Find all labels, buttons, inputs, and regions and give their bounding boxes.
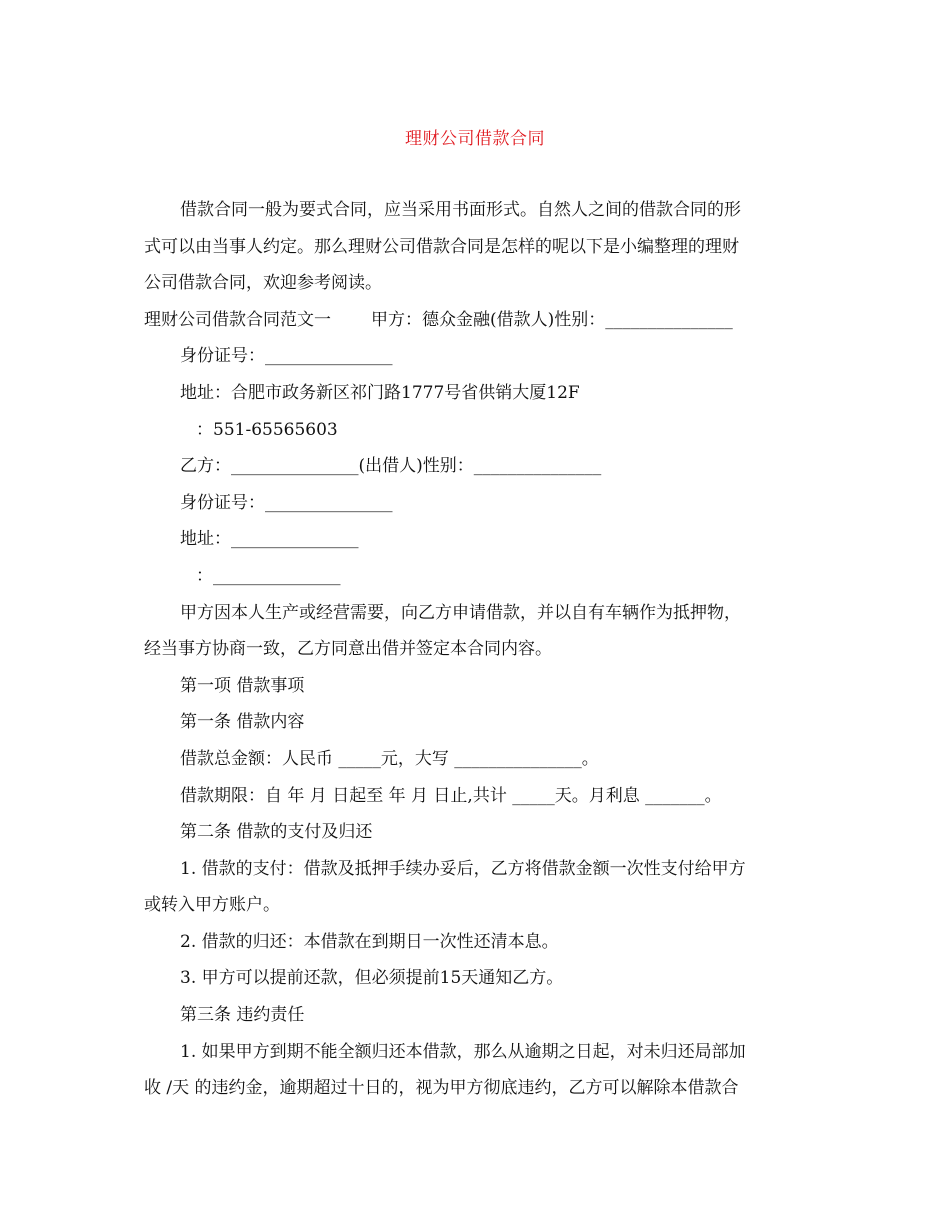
party-a-address: 地址：合肥市政务新区祁门路1777号省供销大厦12F bbox=[180, 382, 580, 403]
party-a-id: 身份证号：_______________ bbox=[180, 346, 393, 367]
article-1-heading: 第一条 借款内容 bbox=[180, 712, 305, 733]
intro-line-3: 公司借款合同，欢迎参考阅读。 bbox=[144, 273, 382, 294]
party-b-id: 身份证号：_______________ bbox=[180, 492, 393, 513]
loan-amount: 借款总金额：人民币 _____元，大写 _______________。 bbox=[180, 748, 599, 769]
article-3-heading: 第三条 违约责任 bbox=[180, 1005, 305, 1026]
party-a-line: 甲方：德众金融(借款人)性别：_______________ bbox=[371, 309, 733, 330]
intro-line-2: 式可以由当事人约定。那么理财公司借款合同是怎样的呢以下是小编整理的理财 bbox=[144, 236, 739, 257]
document-title: 理财公司借款合同 bbox=[405, 129, 545, 149]
clause-3-1-line-1: 1. 如果甲方到期不能全额归还本借款，那么从逾期之日起，对未归还局部加 bbox=[180, 1041, 746, 1062]
clause-2-1-line-1: 1. 借款的支付：借款及抵押手续办妥后，乙方将借款金额一次性支付给甲方 bbox=[180, 858, 746, 879]
clause-3-1-line-2: 收 /天 的违约金，逾期超过十日的，视为甲方彻底违约，乙方可以解除本借款合 bbox=[144, 1078, 739, 1099]
item-1-heading: 第一项 借款事项 bbox=[180, 675, 305, 696]
clause-2-1-line-2: 或转入甲方账户。 bbox=[144, 895, 280, 916]
loan-term: 借款期限：自 年 月 日起至 年 月 日止,共计 _____天。月利息 _______。 bbox=[180, 785, 722, 806]
clause-2-3: 3. 甲方可以提前还款，但必须提前15天通知乙方。 bbox=[180, 968, 564, 989]
document-body bbox=[144, 192, 808, 1107]
sample-heading-line bbox=[144, 302, 808, 339]
party-b-line: 乙方：_______________(出借人)性别：_______________ bbox=[180, 456, 602, 477]
party-b-phone: ：_______________ bbox=[196, 565, 341, 586]
article-2-heading: 第二条 借款的支付及归还 bbox=[180, 822, 373, 843]
purpose-line-1: 甲方因本人生产或经营需要，向乙方申请借款，并以自有车辆作为抵押物， bbox=[180, 602, 741, 623]
party-b-address: 地址：_______________ bbox=[180, 529, 359, 550]
clause-2-2: 2. 借款的归还：本借款在到期日一次性还清本息。 bbox=[180, 931, 559, 952]
purpose-line-2: 经当事方协商一致，乙方同意出借并签定本合同内容。 bbox=[144, 639, 552, 660]
party-a-phone: ：551-65565603 bbox=[196, 419, 338, 440]
intro-line-1: 借款合同一般为要式合同，应当采用书面形式。自然人之间的借款合同的形 bbox=[180, 200, 741, 220]
sample-heading: 理财公司借款合同范文一 bbox=[144, 309, 331, 330]
